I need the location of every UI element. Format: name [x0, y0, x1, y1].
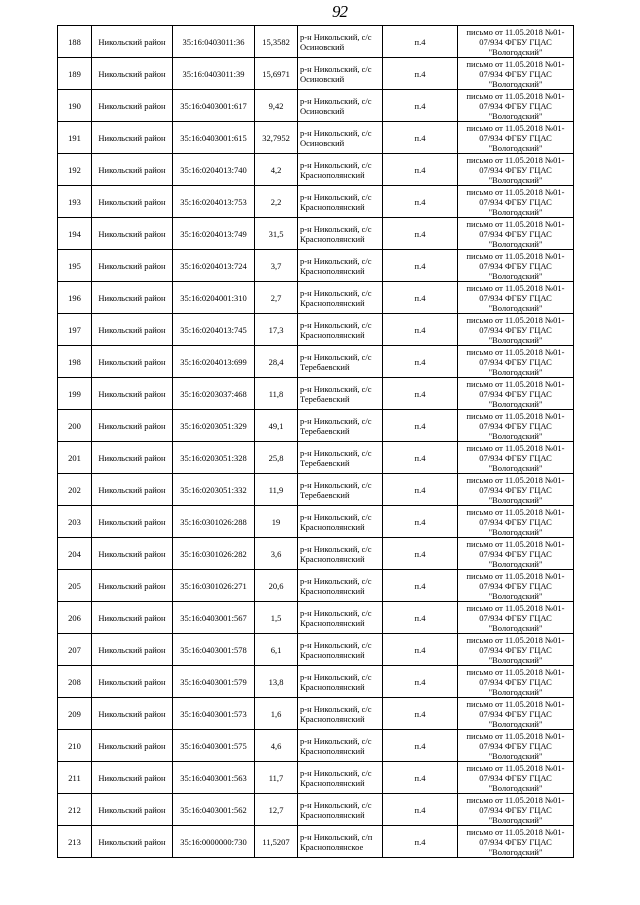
- location-cell: р-н Никольский, с/с Теребаевский: [298, 378, 383, 410]
- basis-document-cell: письмо от 11.05.2018 №01-07/934 ФГБУ ГЦАС "Вологодский": [458, 794, 574, 826]
- location-cell: р-н Никольский, с/с Краснополянский: [298, 282, 383, 314]
- area-cell: 49,1: [255, 410, 298, 442]
- basis-document-cell: письмо от 11.05.2018 №01-07/934 ФГБУ ГЦАС "Вологодский": [458, 570, 574, 602]
- district-cell: Никольский район: [92, 730, 173, 762]
- cadastral-number-cell: 35:16:0204013:699: [173, 346, 255, 378]
- row-number: 188: [58, 26, 92, 58]
- clause-cell: п.4: [383, 90, 458, 122]
- area-cell: 11,5207: [255, 826, 298, 858]
- clause-cell: п.4: [383, 346, 458, 378]
- area-cell: 17,3: [255, 314, 298, 346]
- district-cell: Никольский район: [92, 378, 173, 410]
- clause-cell: п.4: [383, 538, 458, 570]
- cadastral-number-cell: 35:16:0204013:749: [173, 218, 255, 250]
- location-cell: р-н Никольский, с/с Осиновский: [298, 26, 383, 58]
- cadastral-number-cell: 35:16:0403001:563: [173, 762, 255, 794]
- cadastral-number-cell: 35:16:0204001:310: [173, 282, 255, 314]
- clause-cell: п.4: [383, 26, 458, 58]
- basis-document-cell: письмо от 11.05.2018 №01-07/934 ФГБУ ГЦАС "Вологодский": [458, 506, 574, 538]
- table-row: [58, 154, 574, 186]
- location-cell: р-н Никольский, с/с Краснополянский: [298, 506, 383, 538]
- row-number: 201: [58, 442, 92, 474]
- district-cell: Никольский район: [92, 826, 173, 858]
- clause-cell: п.4: [383, 634, 458, 666]
- district-cell: Никольский район: [92, 282, 173, 314]
- location-cell: р-н Никольский, с/с Краснополянский: [298, 698, 383, 730]
- row-number: 195: [58, 250, 92, 282]
- district-cell: Никольский район: [92, 634, 173, 666]
- location-cell: р-н Никольский, с/с Краснополянский: [298, 730, 383, 762]
- area-cell: 2,2: [255, 186, 298, 218]
- district-cell: Никольский район: [92, 186, 173, 218]
- clause-cell: п.4: [383, 698, 458, 730]
- location-cell: р-н Никольский, с/с Теребаевский: [298, 346, 383, 378]
- area-cell: 20,6: [255, 570, 298, 602]
- basis-document-cell: письмо от 11.05.2018 №01-07/934 ФГБУ ГЦАС "Вологодский": [458, 26, 574, 58]
- cadastral-number-cell: 35:16:0403001:575: [173, 730, 255, 762]
- location-cell: р-н Никольский, с/с Краснополянский: [298, 634, 383, 666]
- basis-document-cell: письмо от 11.05.2018 №01-07/934 ФГБУ ГЦАС "Вологодский": [458, 90, 574, 122]
- cadastral-number-cell: 35:16:0403001:573: [173, 698, 255, 730]
- area-cell: 13,8: [255, 666, 298, 698]
- row-number: 212: [58, 794, 92, 826]
- district-cell: Никольский район: [92, 154, 173, 186]
- table-row: [58, 826, 574, 858]
- basis-document-cell: письмо от 11.05.2018 №01-07/934 ФГБУ ГЦАС "Вологодский": [458, 634, 574, 666]
- row-number: 206: [58, 602, 92, 634]
- cadastral-number-cell: 35:16:0204013:740: [173, 154, 255, 186]
- basis-document-cell: письмо от 11.05.2018 №01-07/934 ФГБУ ГЦАС "Вологодский": [458, 410, 574, 442]
- district-cell: Никольский район: [92, 442, 173, 474]
- basis-document-cell: письмо от 11.05.2018 №01-07/934 ФГБУ ГЦАС "Вологодский": [458, 346, 574, 378]
- area-cell: 3,7: [255, 250, 298, 282]
- basis-document-cell: письмо от 11.05.2018 №01-07/934 ФГБУ ГЦАС "Вологодский": [458, 762, 574, 794]
- clause-cell: п.4: [383, 122, 458, 154]
- cadastral-number-cell: 35:16:0403011:36: [173, 26, 255, 58]
- district-cell: Никольский район: [92, 218, 173, 250]
- location-cell: р-н Никольский, с/с Краснополянский: [298, 218, 383, 250]
- row-number: 210: [58, 730, 92, 762]
- location-cell: р-н Никольский, с/с Осиновский: [298, 58, 383, 90]
- basis-document-cell: письмо от 11.05.2018 №01-07/934 ФГБУ ГЦАС "Вологодский": [458, 122, 574, 154]
- cadastral-number-cell: 35:16:0204013:753: [173, 186, 255, 218]
- location-cell: р-н Никольский, с/с Теребаевский: [298, 474, 383, 506]
- cadastral-number-cell: 35:16:0403011:39: [173, 58, 255, 90]
- clause-cell: п.4: [383, 218, 458, 250]
- cadastral-number-cell: 35:16:0403001:578: [173, 634, 255, 666]
- district-cell: Никольский район: [92, 794, 173, 826]
- row-number: 191: [58, 122, 92, 154]
- cadastral-number-cell: 35:16:0203037:468: [173, 378, 255, 410]
- location-cell: р-н Никольский, с/с Краснополянский: [298, 762, 383, 794]
- row-number: 190: [58, 90, 92, 122]
- area-cell: 19: [255, 506, 298, 538]
- row-number: 193: [58, 186, 92, 218]
- row-number: 200: [58, 410, 92, 442]
- district-cell: Никольский район: [92, 58, 173, 90]
- cadastral-number-cell: 35:16:0203051:329: [173, 410, 255, 442]
- row-number: 208: [58, 666, 92, 698]
- location-cell: р-н Никольский, с/с Осиновский: [298, 90, 383, 122]
- location-cell: р-н Никольский, с/с Краснополянский: [298, 570, 383, 602]
- cadastral-number-cell: 35:16:0000000:730: [173, 826, 255, 858]
- clause-cell: п.4: [383, 570, 458, 602]
- row-number: 203: [58, 506, 92, 538]
- table-row: [58, 666, 574, 698]
- clause-cell: п.4: [383, 58, 458, 90]
- clause-cell: п.4: [383, 602, 458, 634]
- area-cell: 31,5: [255, 218, 298, 250]
- basis-document-cell: письмо от 11.05.2018 №01-07/934 ФГБУ ГЦАС "Вологодский": [458, 698, 574, 730]
- cadastral-number-cell: 35:16:0403001:567: [173, 602, 255, 634]
- area-cell: 1,6: [255, 698, 298, 730]
- land-plots-table: [57, 25, 574, 858]
- row-number: 204: [58, 538, 92, 570]
- location-cell: р-н Никольский, с/с Краснополянский: [298, 154, 383, 186]
- row-number: 197: [58, 314, 92, 346]
- area-cell: 32,7952: [255, 122, 298, 154]
- area-cell: 11,8: [255, 378, 298, 410]
- table-row: [58, 602, 574, 634]
- table-row: [58, 474, 574, 506]
- district-cell: Никольский район: [92, 90, 173, 122]
- location-cell: р-н Никольский, с/с Краснополянский: [298, 602, 383, 634]
- clause-cell: п.4: [383, 186, 458, 218]
- cadastral-number-cell: 35:16:0403001:562: [173, 794, 255, 826]
- location-cell: р-н Никольский, с/с Краснополянский: [298, 314, 383, 346]
- clause-cell: п.4: [383, 794, 458, 826]
- table-row: [58, 122, 574, 154]
- basis-document-cell: письмо от 11.05.2018 №01-07/934 ФГБУ ГЦАС "Вологодский": [458, 250, 574, 282]
- basis-document-cell: письмо от 11.05.2018 №01-07/934 ФГБУ ГЦАС "Вологодский": [458, 154, 574, 186]
- cadastral-number-cell: 35:16:0403001:579: [173, 666, 255, 698]
- district-cell: Никольский район: [92, 570, 173, 602]
- district-cell: Никольский район: [92, 602, 173, 634]
- location-cell: р-н Никольский, с/с Краснополянский: [298, 538, 383, 570]
- clause-cell: п.4: [383, 250, 458, 282]
- table-row: [58, 90, 574, 122]
- cadastral-number-cell: 35:16:0403001:617: [173, 90, 255, 122]
- cadastral-number-cell: 35:16:0301026:282: [173, 538, 255, 570]
- district-cell: Никольский район: [92, 506, 173, 538]
- clause-cell: п.4: [383, 410, 458, 442]
- table-body: [58, 26, 574, 858]
- table-row: [58, 250, 574, 282]
- basis-document-cell: письмо от 11.05.2018 №01-07/934 ФГБУ ГЦАС "Вологодский": [458, 58, 574, 90]
- district-cell: Никольский район: [92, 250, 173, 282]
- basis-document-cell: письмо от 11.05.2018 №01-07/934 ФГБУ ГЦАС "Вологодский": [458, 474, 574, 506]
- district-cell: Никольский район: [92, 26, 173, 58]
- clause-cell: п.4: [383, 474, 458, 506]
- location-cell: р-н Никольский, с/с Краснополянский: [298, 794, 383, 826]
- row-number: 199: [58, 378, 92, 410]
- handwritten-page-number: 92: [332, 2, 347, 21]
- cadastral-number-cell: 35:16:0301026:271: [173, 570, 255, 602]
- area-cell: 25,8: [255, 442, 298, 474]
- clause-cell: п.4: [383, 730, 458, 762]
- area-cell: 11,7: [255, 762, 298, 794]
- basis-document-cell: письмо от 11.05.2018 №01-07/934 ФГБУ ГЦАС "Вологодский": [458, 538, 574, 570]
- district-cell: Никольский район: [92, 346, 173, 378]
- table-row: [58, 410, 574, 442]
- table-row: [58, 218, 574, 250]
- area-cell: 28,4: [255, 346, 298, 378]
- table-row: [58, 762, 574, 794]
- cadastral-number-cell: 35:16:0203051:328: [173, 442, 255, 474]
- clause-cell: п.4: [383, 762, 458, 794]
- district-cell: Никольский район: [92, 538, 173, 570]
- district-cell: Никольский район: [92, 410, 173, 442]
- basis-document-cell: письмо от 11.05.2018 №01-07/934 ФГБУ ГЦАС "Вологодский": [458, 282, 574, 314]
- table-row: [58, 314, 574, 346]
- clause-cell: п.4: [383, 282, 458, 314]
- cadastral-number-cell: 35:16:0204013:724: [173, 250, 255, 282]
- clause-cell: п.4: [383, 154, 458, 186]
- table-row: [58, 570, 574, 602]
- area-cell: 1,5: [255, 602, 298, 634]
- table-row: [58, 442, 574, 474]
- row-number: 205: [58, 570, 92, 602]
- area-cell: 9,42: [255, 90, 298, 122]
- district-cell: Никольский район: [92, 698, 173, 730]
- basis-document-cell: письмо от 11.05.2018 №01-07/934 ФГБУ ГЦАС "Вологодский": [458, 218, 574, 250]
- row-number: 211: [58, 762, 92, 794]
- district-cell: Никольский район: [92, 314, 173, 346]
- area-cell: 4,2: [255, 154, 298, 186]
- table-row: [58, 26, 574, 58]
- basis-document-cell: письмо от 11.05.2018 №01-07/934 ФГБУ ГЦАС "Вологодский": [458, 602, 574, 634]
- location-cell: р-н Никольский, с/с Теребаевский: [298, 442, 383, 474]
- basis-document-cell: письмо от 11.05.2018 №01-07/934 ФГБУ ГЦАС "Вологодский": [458, 314, 574, 346]
- row-number: 209: [58, 698, 92, 730]
- table-row: [58, 538, 574, 570]
- area-cell: 12,7: [255, 794, 298, 826]
- clause-cell: п.4: [383, 314, 458, 346]
- area-cell: 6,1: [255, 634, 298, 666]
- area-cell: 4,6: [255, 730, 298, 762]
- table-row: [58, 378, 574, 410]
- basis-document-cell: письмо от 11.05.2018 №01-07/934 ФГБУ ГЦАС "Вологодский": [458, 378, 574, 410]
- row-number: 189: [58, 58, 92, 90]
- basis-document-cell: письмо от 11.05.2018 №01-07/934 ФГБУ ГЦАС "Вологодский": [458, 666, 574, 698]
- clause-cell: п.4: [383, 442, 458, 474]
- basis-document-cell: письмо от 11.05.2018 №01-07/934 ФГБУ ГЦАС "Вологодский": [458, 826, 574, 858]
- location-cell: р-н Никольский, с/с Краснополянский: [298, 186, 383, 218]
- cadastral-number-cell: 35:16:0203051:332: [173, 474, 255, 506]
- row-number: 198: [58, 346, 92, 378]
- district-cell: Никольский район: [92, 474, 173, 506]
- district-cell: Никольский район: [92, 762, 173, 794]
- location-cell: р-н Никольский, с/п Краснополянское: [298, 826, 383, 858]
- row-number: 192: [58, 154, 92, 186]
- area-cell: 15,6971: [255, 58, 298, 90]
- table-row: [58, 282, 574, 314]
- location-cell: р-н Никольский, с/с Краснополянский: [298, 250, 383, 282]
- table-row: [58, 794, 574, 826]
- clause-cell: п.4: [383, 506, 458, 538]
- location-cell: р-н Никольский, с/с Краснополянский: [298, 666, 383, 698]
- table-row: [58, 58, 574, 90]
- area-cell: 15,3582: [255, 26, 298, 58]
- clause-cell: п.4: [383, 826, 458, 858]
- table-row: [58, 698, 574, 730]
- table-row: [58, 634, 574, 666]
- district-cell: Никольский район: [92, 666, 173, 698]
- clause-cell: п.4: [383, 378, 458, 410]
- table-row: [58, 506, 574, 538]
- district-cell: Никольский район: [92, 122, 173, 154]
- basis-document-cell: письмо от 11.05.2018 №01-07/934 ФГБУ ГЦАС "Вологодский": [458, 186, 574, 218]
- area-cell: 2,7: [255, 282, 298, 314]
- table-row: [58, 346, 574, 378]
- cadastral-number-cell: 35:16:0204013:745: [173, 314, 255, 346]
- row-number: 202: [58, 474, 92, 506]
- row-number: 196: [58, 282, 92, 314]
- row-number: 194: [58, 218, 92, 250]
- cadastral-number-cell: 35:16:0301026:288: [173, 506, 255, 538]
- row-number: 213: [58, 826, 92, 858]
- cadastral-number-cell: 35:16:0403001:615: [173, 122, 255, 154]
- clause-cell: п.4: [383, 666, 458, 698]
- table-row: [58, 186, 574, 218]
- area-cell: 3,6: [255, 538, 298, 570]
- location-cell: р-н Никольский, с/с Осиновский: [298, 122, 383, 154]
- area-cell: 11,9: [255, 474, 298, 506]
- table-row: [58, 730, 574, 762]
- location-cell: р-н Никольский, с/с Теребаевский: [298, 410, 383, 442]
- row-number: 207: [58, 634, 92, 666]
- basis-document-cell: письмо от 11.05.2018 №01-07/934 ФГБУ ГЦАС "Вологодский": [458, 442, 574, 474]
- basis-document-cell: письмо от 11.05.2018 №01-07/934 ФГБУ ГЦАС "Вологодский": [458, 730, 574, 762]
